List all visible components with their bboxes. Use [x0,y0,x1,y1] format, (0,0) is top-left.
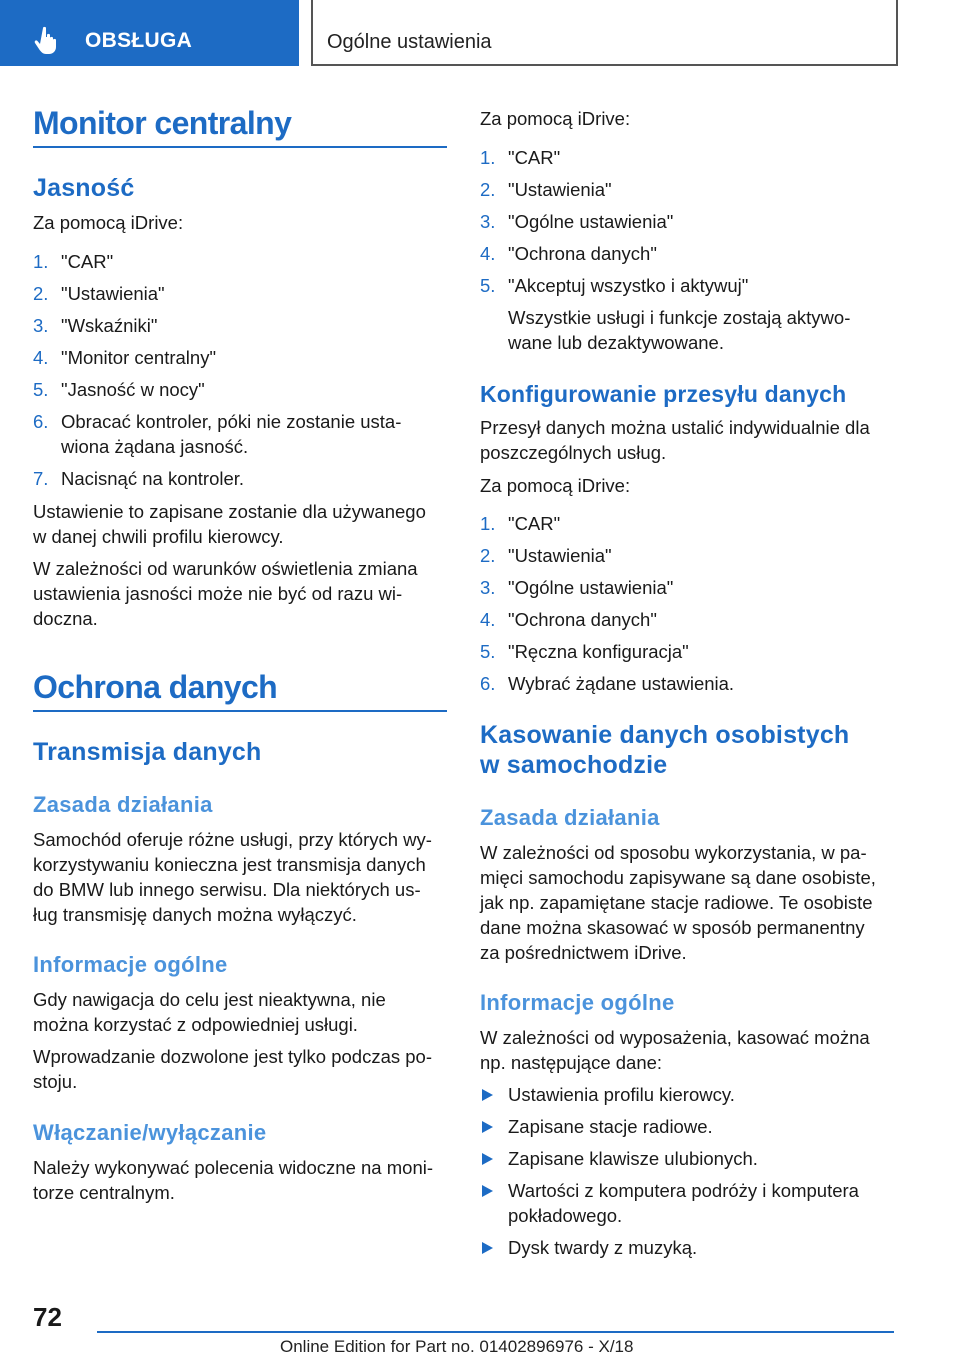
step-number: 3. [33,315,49,336]
section-label: OBSŁUGA [85,29,193,52]
step-number: 2. [480,545,496,566]
paragraph-line: Przesył danych można ustalić indywidualnie dla [480,417,870,438]
paragraph-line: w danej chwili profilu kierowcy. [33,526,284,547]
step-note: Wszystkie usługi i funkcje zostają aktywo- [508,307,851,328]
step-number: 4. [33,347,49,368]
step-number: 5. [480,275,496,296]
step-number: 6. [33,411,49,432]
step-number: 1. [480,513,496,534]
paragraph-line: dane można skasować w sposób permanentny [480,917,865,938]
paragraph-line: Samochód oferuje różne usługi, przy których wy- [33,829,432,850]
paragraph-line: można korzystać z odpowiedniej usługi. [33,1014,358,1035]
paragraph-line: Gdy nawigacja do celu jest nieaktywna, nie [33,989,386,1010]
paragraph-line: za pośrednictwem iDrive. [480,942,687,963]
step-number: 7. [33,468,49,489]
intro-text: Za pomocą iDrive: [480,108,631,129]
triangle-bullet-icon [482,1153,493,1165]
heading-jasnosc: Jasność [33,174,135,202]
paragraph-line: W zależności od wyposażenia, kasować można [480,1027,870,1048]
bullet-item [480,1178,900,1228]
step-text: "Jasność w nocy" [61,379,205,400]
triangle-bullet-icon [482,1242,493,1254]
paragraph-line: stoju. [33,1071,78,1092]
step-text: "Ręczna konfiguracja" [508,641,689,662]
step-text: wiona żądana jasność. [61,436,249,457]
step-number: 2. [33,283,49,304]
triangle-bullet-icon [482,1121,493,1133]
heading-informacje-ogolne: Informacje ogólne [480,990,675,1015]
step-number: 3. [480,577,496,598]
step-text: "Ogólne ustawienia" [508,211,674,232]
bullet-text: Dysk twardy z muzyką. [508,1237,698,1258]
heading-zasada-dzialania: Zasada działania [480,805,660,830]
page-number: 72 [33,1302,62,1332]
footer-edition: Online Edition for Part no. 01402896976 - X/18 [280,1337,634,1356]
heading-ochrona-danych: Ochrona danych [33,669,278,705]
paragraph-line: torze centralnym. [33,1182,175,1203]
step-number: 4. [480,243,496,264]
heading-monitor-centralny: Monitor centralny [33,105,292,141]
heading-kasowanie-line2: w samochodzie [480,751,668,779]
step-number: 5. [480,641,496,662]
step-text: "Monitor centralny" [61,347,217,368]
heading-informacje-ogolne: Informacje ogólne [33,952,228,977]
step-number: 6. [480,673,496,694]
step-number: 1. [33,251,49,272]
step-note: wane lub dezaktywowane. [508,332,724,353]
step-text: "Ustawienia" [508,179,612,200]
paragraph-line: ług transmisję danych można wyłączyć. [33,904,357,925]
intro-text: Za pomocą iDrive: [33,212,184,233]
step-text: "CAR" [508,147,561,168]
step-text: "Wskaźniki" [61,315,158,336]
step-number: 2. [480,179,496,200]
triangle-bullet-icon [482,1185,493,1197]
chapter-header [311,0,898,66]
list-item [33,409,447,459]
triangle-bullet-icon [482,1089,493,1101]
paragraph-line: mięci samochodu zapisywane są dane osobiste, [480,867,876,888]
paragraph-line: np. następujące dane: [480,1052,663,1073]
bullet-text: Wartości z komputera podróży i komputera [508,1180,859,1201]
paragraph-line: do BMW lub innego serwisu. Dla niektórych us- [33,879,421,900]
paragraph-line: W zależności od sposobu wykorzystania, w pa- [480,842,867,863]
step-text: "Ustawienia" [508,545,612,566]
section-tab [0,0,299,66]
bullet-text: Ustawienia profilu kierowcy. [508,1084,735,1105]
step-number: 3. [480,211,496,232]
heading-rule [33,146,447,148]
heading-zasada-dzialania: Zasada działania [33,792,213,817]
step-number: 1. [480,147,496,168]
step-text: "Akceptuj wszystko i aktywuj" [508,275,749,296]
paragraph-line: Wprowadzanie dozwolone jest tylko podczas po- [33,1046,432,1067]
heading-rule [33,710,447,712]
bullet-text: Zapisane klawisze ulubionych. [508,1148,758,1169]
heading-wlaczanie: Włączanie/wyłączanie [33,1120,267,1145]
intro-text: Za pomocą iDrive: [480,475,631,496]
step-text: "Ogólne ustawienia" [508,577,674,598]
paragraph-line: poszczególnych usług. [480,442,667,463]
bullet-text: pokładowego. [508,1205,623,1226]
paragraph-line: W zależności od warunków oświetlenia zmiana [33,558,418,579]
paragraph-line: ustawienia jasności może nie być od razu wi- [33,583,403,604]
step-text: Wybrać żądane ustawienia. [508,673,735,694]
paragraph-line: doczna. [33,608,98,629]
paragraph-line: Należy wykonywać polecenia widoczne na moni- [33,1157,433,1178]
step-number: 5. [33,379,49,400]
paragraph-line: jak np. zapamiętane stacje radiowe. Te osobiste [480,892,873,913]
footer-rule [97,1331,894,1333]
step-text: "CAR" [61,251,114,272]
heading-kasowanie: Kasowanie danych osobistych [480,721,850,749]
bullet-text: Zapisane stacje radiowe. [508,1116,713,1137]
step-text: Nacisnąć na kontroler. [61,468,245,489]
chapter-title: Ogólne ustawienia [327,31,492,53]
heading-konfigurowanie: Konfigurowanie przesyłu danych [480,381,847,407]
step-text: "Ochrona danych" [508,243,657,264]
paragraph-line: Ustawienie to zapisane zostanie dla używanego [33,501,426,522]
heading-transmisja: Transmisja danych [33,738,262,766]
hand-pointer-icon [34,26,60,54]
step-text: Obracać kontroler, póki nie zostanie usta- [61,411,402,432]
step-text: "Ustawienia" [61,283,165,304]
paragraph-line: korzystywaniu konieczna jest transmisja danych [33,854,426,875]
step-text: "CAR" [508,513,561,534]
step-number: 4. [480,609,496,630]
step-text: "Ochrona danych" [508,609,657,630]
